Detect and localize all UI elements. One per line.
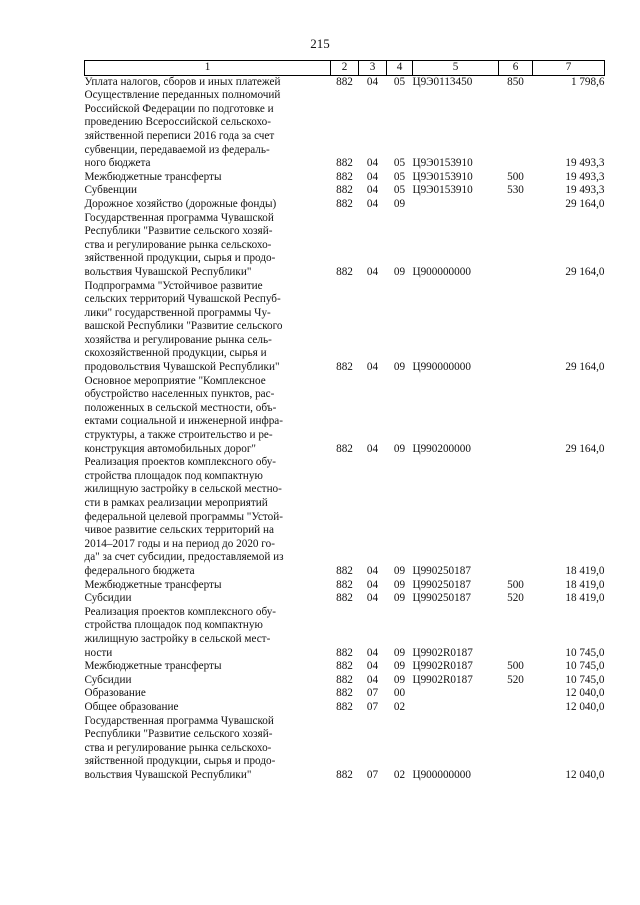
- item-name-line: продовольствия Чувашской Республики": [84, 361, 280, 374]
- table-row: [85, 660, 605, 674]
- amount-cell: 12 040,0: [565, 768, 605, 781]
- item-name-line: Субсидии: [84, 673, 132, 686]
- admin-code-cell: 882: [336, 646, 353, 659]
- admin-code-cell: 882: [336, 265, 353, 278]
- header-cell: 6: [499, 61, 533, 76]
- amount-cell: 10 745,0: [565, 646, 605, 659]
- amount-cell: 18 419,0: [565, 592, 605, 605]
- amount-cell: 19 493,3: [565, 157, 605, 170]
- item-name-line: ектами социальной и инженерной инфра-: [84, 415, 283, 428]
- target-article-cell: Ц9Э0153910: [412, 184, 473, 197]
- item-name-line: Дорожное хозяйство (дорожные фонды): [84, 197, 277, 210]
- item-name-cell: [85, 701, 331, 715]
- expense-type-cell: 520: [507, 592, 524, 605]
- item-name-line: Образование: [84, 687, 146, 700]
- section-cell: 04: [366, 660, 379, 673]
- amount-cell: 29 164,0: [565, 197, 605, 210]
- expense-type-cell: [499, 456, 533, 578]
- item-name-line: Межбюджетные трансферты: [84, 170, 222, 183]
- table-row: [85, 89, 605, 171]
- section-cell: 04: [366, 564, 379, 577]
- section-cell: 04: [366, 75, 379, 88]
- section-cell: 07: [366, 768, 379, 781]
- item-name-cell: [85, 375, 331, 457]
- item-name-cell: [85, 715, 331, 783]
- admin-code-cell: 882: [336, 700, 353, 713]
- section-cell: 04: [366, 673, 379, 686]
- item-name-line: Государственная программа Чувашской: [84, 714, 274, 727]
- item-name-line: федерального бюджета: [84, 564, 195, 577]
- expense-type-cell: [499, 212, 533, 280]
- item-name-line: жилищную застройку в сельской мест-: [84, 632, 271, 645]
- expense-type-cell: 520: [507, 673, 524, 686]
- table-row: [85, 375, 605, 457]
- target-article-cell: Ц9902R0187: [412, 660, 473, 673]
- section-cell: 04: [366, 157, 379, 170]
- item-name-cell: [85, 674, 331, 688]
- expense-type-cell: [499, 701, 533, 715]
- section-cell: 07: [366, 687, 379, 700]
- amount-cell: 1 798,6: [570, 75, 605, 88]
- admin-code-cell: 882: [336, 564, 353, 577]
- expense-type-cell: 500: [507, 170, 524, 183]
- expense-type-cell: [499, 375, 533, 457]
- item-name-line: федеральной целевой программы "Устой-: [84, 510, 283, 523]
- item-name-cell: [85, 89, 331, 171]
- target-article-cell: Ц9Э0153910: [412, 157, 473, 170]
- amount-cell: 19 493,3: [565, 184, 605, 197]
- item-name-line: скохозяйственной продукции, сырья и: [84, 347, 267, 360]
- item-name-line: Реализация проектов комплексного обу-: [84, 605, 277, 618]
- item-name-line: зяйственной продукции, сырья и продо-: [84, 252, 276, 265]
- item-name-line: обустройство населенных пунктов, рас-: [84, 388, 275, 401]
- target-article-cell: Ц9902R0187: [412, 646, 473, 659]
- item-name-line: лики" государственной программы Чу-: [84, 306, 271, 319]
- target-article-cell: [413, 701, 499, 715]
- subsection-cell: 09: [393, 660, 406, 673]
- section-cell: 04: [366, 184, 379, 197]
- item-name-line: ства и регулирование рынка сельскохо-: [84, 741, 272, 754]
- item-name-line: Республики "Развитие сельского хозяй-: [84, 225, 273, 238]
- subsection-cell: 09: [393, 442, 406, 455]
- item-name-line: Республики "Развитие сельского хозяй-: [84, 728, 273, 741]
- expense-type-cell: [499, 687, 533, 701]
- amount-cell: 18 419,0: [565, 578, 605, 591]
- admin-code-cell: 882: [336, 361, 353, 374]
- section-cell: 04: [366, 170, 379, 183]
- amount-cell: 18 419,0: [565, 564, 605, 577]
- admin-code-cell: 882: [336, 673, 353, 686]
- subsection-cell: 00: [393, 687, 406, 700]
- admin-code-cell: 882: [336, 660, 353, 673]
- subsection-cell: 09: [393, 578, 406, 591]
- item-name-line: Осуществление переданных полномочий: [84, 89, 281, 102]
- table-row: [85, 579, 605, 593]
- subsection-cell: 02: [393, 700, 406, 713]
- item-name-line: Уплата налогов, сборов и иных платежей: [84, 75, 281, 88]
- table-row: [85, 715, 605, 783]
- section-cell: 07: [366, 700, 379, 713]
- item-name-line: зяйственной переписи 2016 года за счет: [84, 129, 275, 142]
- page-number: 215: [310, 36, 330, 51]
- table-row: [85, 198, 605, 212]
- item-name-cell: [85, 75, 331, 89]
- subsection-cell: 09: [393, 646, 406, 659]
- item-name-line: вольствия Чувашской Республики": [84, 265, 252, 278]
- item-name-cell: [85, 280, 331, 375]
- target-article-cell: Ц900000000: [412, 768, 471, 781]
- item-name-line: ства и регулирование рынка сельскохо-: [84, 238, 272, 251]
- admin-code-cell: 882: [336, 184, 353, 197]
- subsection-cell: 05: [393, 170, 406, 183]
- item-name-cell: [85, 184, 331, 198]
- expense-type-cell: 530: [507, 184, 524, 197]
- item-name-line: проведению Всероссийской сельскохо-: [84, 116, 271, 129]
- item-name-cell: [85, 592, 331, 606]
- header-cell: 1: [85, 61, 331, 76]
- target-article-cell: [413, 687, 499, 701]
- item-name-line: ного бюджета: [84, 157, 151, 170]
- amount-cell: 10 745,0: [565, 660, 605, 673]
- amount-cell: 29 164,0: [565, 361, 605, 374]
- amount-cell: 29 164,0: [565, 265, 605, 278]
- item-name-cell: [85, 660, 331, 674]
- item-name-cell: [85, 212, 331, 280]
- item-name-line: чивое развитие сельских территорий на: [84, 524, 274, 537]
- item-name-cell: [85, 606, 331, 660]
- admin-code-cell: 882: [336, 442, 353, 455]
- section-cell: 04: [366, 265, 379, 278]
- item-name-line: стройства площадок под компактную: [84, 619, 263, 632]
- table-row: [85, 280, 605, 375]
- target-article-cell: Ц9Э0113450: [412, 75, 473, 88]
- section-cell: 04: [366, 361, 379, 374]
- table-row: [85, 212, 605, 280]
- subsection-cell: 09: [393, 197, 406, 210]
- header-cell: 4: [387, 61, 413, 76]
- expense-type-cell: 850: [507, 75, 524, 88]
- admin-code-cell: 882: [336, 157, 353, 170]
- admin-code-cell: 882: [336, 197, 353, 210]
- table-row: [85, 456, 605, 578]
- subsection-cell: 09: [393, 592, 406, 605]
- item-name-line: да" за счет субсидии, предоставляемой из: [84, 551, 284, 564]
- amount-cell: 10 745,0: [565, 673, 605, 686]
- subsection-cell: 09: [393, 564, 406, 577]
- subsection-cell: 09: [393, 265, 406, 278]
- table-row: [85, 687, 605, 701]
- table-row: [85, 171, 605, 185]
- subsection-cell: 05: [393, 75, 406, 88]
- item-name-line: Подпрограмма "Устойчивое развитие: [84, 279, 263, 292]
- table-header-row: [85, 61, 605, 76]
- item-name-line: 2014–2017 годы и на период до 2020 го-: [84, 537, 275, 550]
- item-name-line: субвенции, передаваемой из федераль-: [84, 143, 270, 156]
- target-article-cell: Ц990250187: [412, 578, 471, 591]
- item-name-line: хозяйства и регулирование рынка сель-: [84, 333, 272, 346]
- item-name-line: сти в рамках реализации мероприятий: [84, 497, 268, 509]
- admin-code-cell: 882: [336, 170, 353, 183]
- expense-type-cell: [499, 715, 533, 783]
- section-cell: 04: [366, 592, 379, 605]
- expense-type-cell: [499, 198, 533, 212]
- item-name-line: вольствия Чувашской Республики": [84, 768, 252, 781]
- target-article-cell: Ц990200000: [412, 442, 471, 455]
- subsection-cell: 09: [393, 673, 406, 686]
- section-cell: 04: [366, 197, 379, 210]
- expense-type-cell: [499, 280, 533, 375]
- item-name-line: Государственная программа Чувашской: [84, 211, 274, 224]
- admin-code-cell: 882: [336, 578, 353, 591]
- amount-cell: 12 040,0: [565, 687, 605, 700]
- item-name-cell: [85, 579, 331, 593]
- item-name-line: Российской Федерации по подготовке и: [84, 102, 274, 115]
- table-row: [85, 75, 605, 89]
- header-cell: 2: [331, 61, 359, 76]
- item-name-cell: [85, 171, 331, 185]
- item-name-line: Общее образование: [84, 700, 179, 713]
- header-cell: 5: [413, 61, 499, 76]
- table-row: [85, 701, 605, 715]
- target-article-cell: Ц900000000: [412, 265, 471, 278]
- subsection-cell: 02: [393, 768, 406, 781]
- header-cell: 7: [533, 61, 605, 76]
- item-name-line: ности: [84, 646, 113, 659]
- target-article-cell: Ц990250187: [412, 564, 471, 577]
- target-article-cell: Ц9Э0153910: [412, 170, 473, 183]
- budget-table: [84, 60, 605, 782]
- item-name-line: Межбюджетные трансферты: [84, 578, 222, 591]
- target-article-cell: Ц9902R0187: [412, 673, 473, 686]
- admin-code-cell: 882: [336, 592, 353, 605]
- section-cell: 04: [366, 646, 379, 659]
- header-cell: 3: [359, 61, 387, 76]
- item-name-line: сельских территорий Чувашской Респуб-: [84, 293, 281, 306]
- item-name-line: конструкция автомобильных дорог": [84, 442, 256, 455]
- admin-code-cell: 882: [336, 687, 353, 700]
- section-cell: 04: [366, 442, 379, 455]
- item-name-line: Межбюджетные трансферты: [84, 660, 222, 673]
- item-name-line: Субсидии: [84, 592, 132, 605]
- item-name-line: вашской Республики "Развитие сельского: [84, 320, 283, 333]
- subsection-cell: 05: [393, 157, 406, 170]
- item-name-line: Основное мероприятие "Комплексное: [84, 374, 266, 387]
- target-article-cell: Ц990250187: [412, 592, 471, 605]
- expense-type-cell: 500: [507, 660, 524, 673]
- amount-cell: 12 040,0: [565, 700, 605, 713]
- table-row: [85, 184, 605, 198]
- expense-type-cell: 500: [507, 578, 524, 591]
- target-article-cell: Ц990000000: [412, 361, 471, 374]
- item-name-cell: [85, 687, 331, 701]
- admin-code-cell: 882: [336, 75, 353, 88]
- table-row: [85, 592, 605, 606]
- amount-cell: 19 493,3: [565, 170, 605, 183]
- table-row: [85, 674, 605, 688]
- item-name-line: стройства площадок под компактную: [84, 469, 263, 482]
- item-name-cell: [85, 198, 331, 212]
- expense-type-cell: [499, 606, 533, 660]
- section-cell: 04: [366, 578, 379, 591]
- subsection-cell: 05: [393, 184, 406, 197]
- item-name-line: Реализация проектов комплексного обу-: [84, 456, 277, 469]
- item-name-cell: [85, 456, 331, 578]
- item-name-line: Субвенции: [84, 184, 137, 197]
- item-name-line: положенных в сельской местности, объ-: [84, 401, 277, 414]
- item-name-line: жилищную застройку в сельской местно-: [84, 483, 282, 496]
- table-row: [85, 606, 605, 660]
- item-name-line: зяйственной продукции, сырья и продо-: [84, 755, 276, 768]
- expense-type-cell: [499, 89, 533, 171]
- admin-code-cell: 882: [336, 768, 353, 781]
- subsection-cell: 09: [393, 361, 406, 374]
- amount-cell: 29 164,0: [565, 442, 605, 455]
- item-name-line: структуры, а также строительство и ре-: [84, 429, 273, 442]
- target-article-cell: [413, 198, 499, 212]
